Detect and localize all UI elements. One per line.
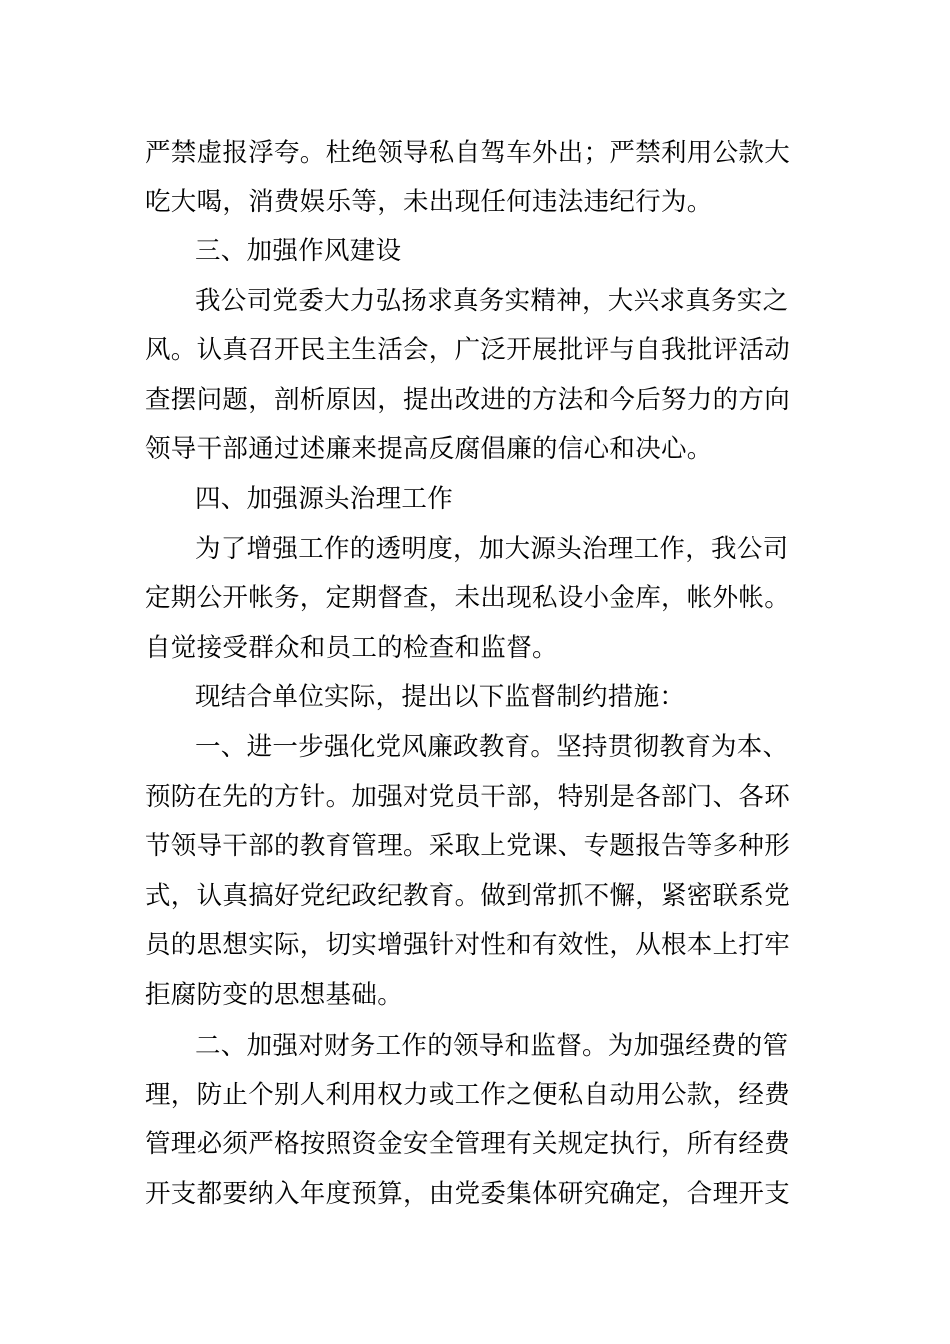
text-line: 严禁虚报浮夸。杜绝领导私自驾车外出；严禁利用公款大 [145,138,791,168]
text-line: 拒腐防变的思想基础。 [145,980,404,1010]
text-line: 开支都要纳入年度预算，由党委集体研究确定，合理开支 [145,1179,791,1209]
text-line: 吃大喝，消费娱乐等，未出现任何违法违纪行为。 [145,187,713,217]
text-line: 定期公开帐务，定期督查，未出现私设小金库，帐外帐。 [145,583,791,613]
text-line: 查摆问题，剖析原因，提出改进的方法和今后努力的方向 [145,385,791,415]
text-line: 一、进一步强化党风廉政教育。坚持贯彻教育为本、 [195,732,789,762]
section-heading: 四、加强源头治理工作 [195,484,454,514]
text-line: 节领导干部的教育管理。采取上党课、专题报告等多种形 [145,831,791,861]
text-line: 式，认真搞好党纪政纪教育。做到常抓不懈，紧密联系党 [145,881,791,911]
text-line: 自觉接受群众和员工的检查和监督。 [145,633,558,663]
text-line: 二、加强对财务工作的领导和监督。为加强经费的管 [195,1031,789,1061]
text-line: 现结合单位实际，提出以下监督制约措施： [195,682,686,712]
text-line: 理，防止个别人利用权力或工作之便私自动用公款，经费 [145,1080,791,1110]
text-line: 管理必须严格按照资金安全管理有关规定执行，所有经费 [145,1129,791,1159]
section-heading: 三、加强作风建设 [195,236,402,266]
text-line: 员的思想实际，切实增强针对性和有效性，从根本上打牢 [145,930,791,960]
text-line: 风。认真召开民主生活会，广泛开展批评与自我批评活动 [145,335,791,365]
text-line: 领导干部通过述廉来提高反腐倡廉的信心和决心。 [145,434,713,464]
text-line: 我公司党委大力弘扬求真务实精神，大兴求真务实之 [195,286,789,316]
text-line: 为了增强工作的透明度，加大源头治理工作，我公司 [195,534,789,564]
text-line: 预防在先的方针。加强对党员干部，特别是各部门、各环 [145,782,791,812]
